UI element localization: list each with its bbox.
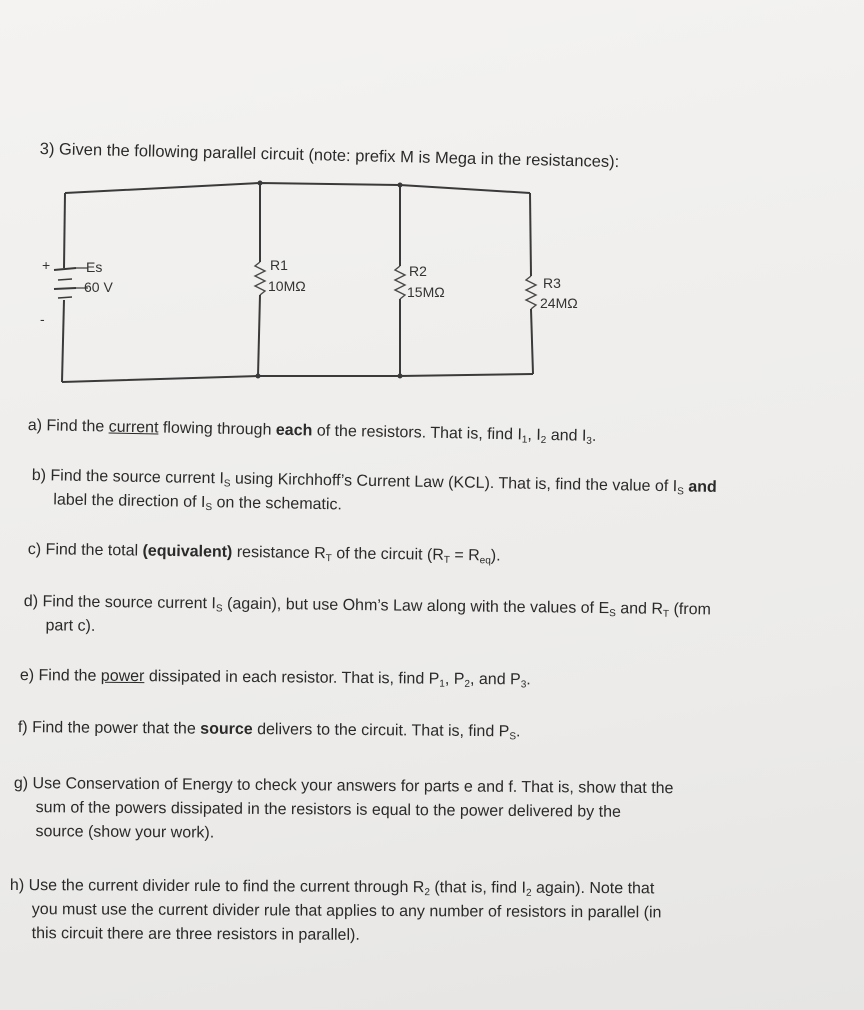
part-g bbox=[13, 772, 804, 850]
part-a-text-1: a) Find the bbox=[27, 416, 109, 436]
r3-name: R3 bbox=[543, 275, 561, 291]
part-e-power-word: power bbox=[100, 667, 145, 686]
r2-name: R2 bbox=[409, 263, 427, 279]
part-g-line-3: source (show your work). bbox=[35, 823, 215, 842]
part-g-line-1: g) Use Conservation of Energy to check your answers for parts e and f. That is, show that the bbox=[13, 774, 674, 798]
r3-value: 24MΩ bbox=[540, 295, 578, 311]
part-b-sub-2: S bbox=[677, 486, 684, 498]
part-d-text-1: d) Find the source current I bbox=[23, 592, 217, 613]
part-d-text-4: (from bbox=[668, 600, 711, 619]
part-h-text-3: again). Note that bbox=[531, 879, 655, 898]
part-h bbox=[10, 874, 800, 950]
parallel-circuit-schematic bbox=[0, 0, 864, 400]
question-title-text: 3) Given the following parallel circuit (note: prefix M is Mega in the resistances): bbox=[39, 140, 620, 172]
part-a-each-word: each bbox=[275, 421, 313, 440]
part-a-text-4: , I bbox=[527, 426, 541, 444]
part-h-text-1: h) Use the current divider rule to find the current through R bbox=[9, 876, 425, 897]
source-wire-bottom bbox=[62, 300, 64, 382]
source-name: Es bbox=[86, 259, 103, 275]
r3-wire-bottom bbox=[531, 309, 533, 374]
part-a-sub-3: 3 bbox=[586, 435, 592, 447]
part-e-text-4: , and P bbox=[469, 670, 521, 689]
part-a-sub-1: 1 bbox=[521, 434, 528, 446]
part-g-line-2: sum of the powers dissipated in the resistors is equal to the power delivered by the bbox=[35, 799, 621, 821]
part-e-text-1: e) Find the bbox=[19, 666, 101, 685]
junction-bottom-r2 bbox=[398, 374, 403, 379]
part-d-sub-1: S bbox=[215, 603, 223, 615]
part-d-line-2: part c). bbox=[45, 617, 96, 635]
part-f-source-word: source bbox=[200, 720, 253, 739]
part-h-line-3: this circuit there are three resistors in parallel). bbox=[31, 925, 360, 944]
part-e-text-3: , P bbox=[444, 670, 465, 688]
r3-wire-top bbox=[530, 193, 531, 276]
part-a-current-word: current bbox=[108, 418, 159, 437]
part-d bbox=[23, 590, 814, 648]
part-c-text-1: c) Find the total bbox=[27, 540, 143, 560]
part-f-sub-1: S bbox=[509, 731, 517, 743]
part-d-sub-2: S bbox=[609, 608, 616, 620]
part-c-text-2: resistance R bbox=[232, 543, 326, 563]
part-c-text-5: ). bbox=[490, 547, 501, 565]
junction-top-r2 bbox=[398, 183, 403, 188]
part-d-sub-3: T bbox=[662, 608, 670, 620]
part-e-sub-3: 3 bbox=[520, 679, 527, 691]
part-c-sub-2: T bbox=[443, 554, 450, 566]
r2-resistor-symbol bbox=[395, 266, 405, 299]
part-c-text-3: of the circuit (R bbox=[331, 545, 444, 564]
part-a-text-2: flowing through bbox=[158, 419, 277, 439]
part-h-sub-2: 2 bbox=[525, 887, 532, 899]
part-f-text-2: delivers to the circuit. That is, find P bbox=[252, 721, 510, 741]
part-b-sub-3: S bbox=[205, 502, 213, 514]
part-a bbox=[28, 414, 818, 453]
part-b-text-3: and bbox=[683, 478, 717, 496]
part-e-text-5: . bbox=[526, 671, 531, 689]
source-plus-sign: + bbox=[42, 257, 51, 273]
r1-resistor-symbol bbox=[255, 262, 265, 295]
part-a-text-6: . bbox=[591, 427, 597, 445]
part-d-text-3: and R bbox=[615, 600, 664, 618]
r1-name: R1 bbox=[270, 257, 288, 273]
part-c-sub-3: eq bbox=[479, 555, 491, 567]
part-h-line-2: you must use the current divider rule that applies to any number of resistors in parallel (in bbox=[31, 901, 662, 922]
part-b-sub-1: S bbox=[223, 478, 231, 490]
part-f-text-3: . bbox=[515, 723, 521, 741]
r1-wire-bottom bbox=[258, 295, 260, 376]
part-f bbox=[18, 716, 808, 747]
source-wire-top bbox=[64, 193, 65, 268]
top-wire bbox=[65, 183, 530, 193]
part-c-sub-1: T bbox=[325, 553, 332, 565]
part-a-sub-2: 2 bbox=[540, 434, 547, 446]
bottom-wire bbox=[62, 374, 533, 382]
part-e-text-2: dissipated in each resistor. That is, find P bbox=[144, 668, 440, 688]
part-d-text-2: (again), but use Ohm’s Law along with the values of E bbox=[222, 595, 610, 618]
part-b-text-5: on the schematic. bbox=[211, 494, 343, 514]
part-a-text-5: and I bbox=[546, 426, 587, 445]
part-e-sub-2: 2 bbox=[464, 678, 471, 690]
r1-value: 10MΩ bbox=[268, 278, 306, 294]
part-h-sub-1: 2 bbox=[424, 887, 430, 899]
part-e-sub-1: 1 bbox=[439, 678, 445, 690]
junction-bottom-r1 bbox=[256, 374, 261, 379]
junction-top-r1 bbox=[258, 181, 263, 186]
source-value: 60 V bbox=[84, 279, 113, 295]
part-e bbox=[20, 664, 810, 695]
part-c-equivalent-word: (equivalent) bbox=[142, 542, 233, 561]
part-b-text-2: using Kirchhoff’s Current Law (KCL). That is, find the value of I bbox=[230, 470, 678, 496]
part-b bbox=[31, 464, 822, 526]
part-c-text-4: = R bbox=[449, 546, 480, 565]
part-b-text-1: b) Find the source current I bbox=[31, 466, 225, 488]
part-h-text-2: (that is, find I bbox=[429, 879, 527, 897]
r3-resistor-symbol bbox=[526, 276, 536, 309]
battery-symbol bbox=[54, 268, 88, 298]
part-b-text-4: label the direction of I bbox=[53, 491, 206, 512]
source-minus-sign: - bbox=[40, 311, 45, 327]
part-f-text-1: f) Find the power that the bbox=[17, 718, 201, 738]
part-a-text-3: of the resistors. That is, find I bbox=[312, 422, 523, 444]
r2-value: 15MΩ bbox=[407, 284, 445, 300]
part-c bbox=[28, 538, 818, 573]
